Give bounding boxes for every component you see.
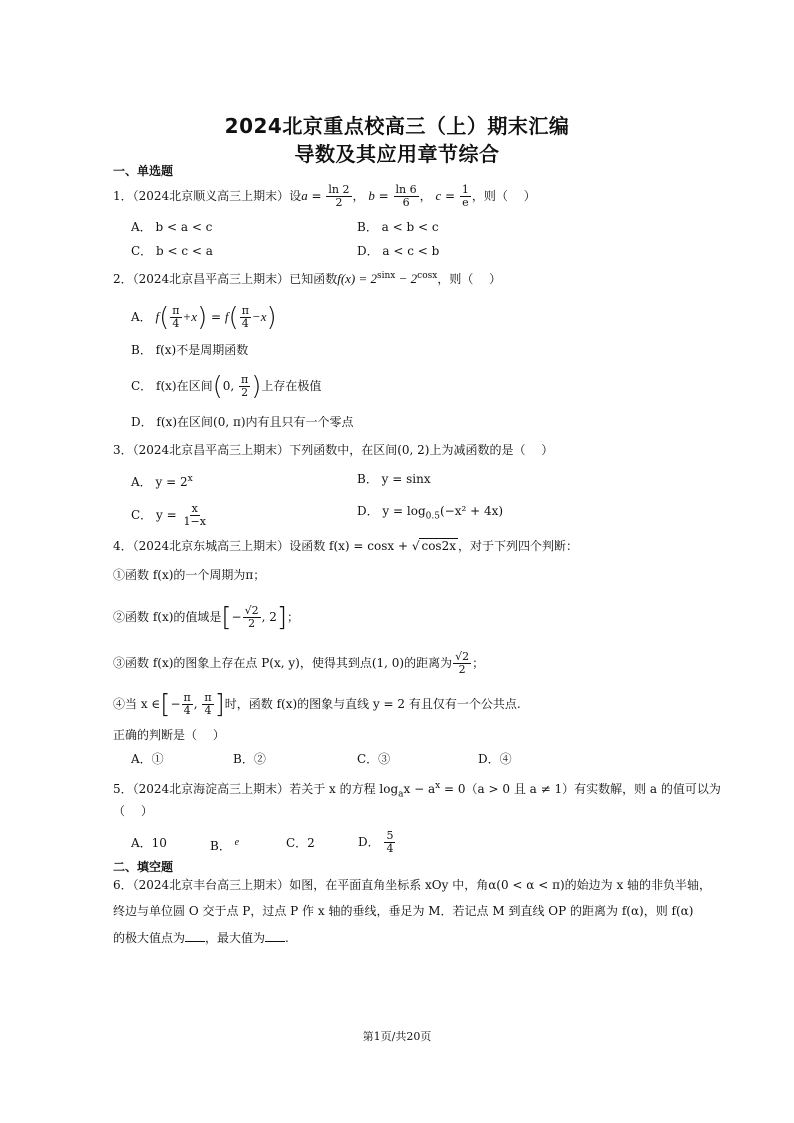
q5-paren: （ ） [113,804,153,818]
stem-text: 设 [289,189,302,203]
q5-option-a[interactable]: A．10 [131,836,167,850]
q3-option-a[interactable]: A． $y = 2^x$ [131,474,193,489]
stem-tail: ，则（ ） [471,189,536,203]
q4-option-c[interactable]: C．③ [357,752,391,766]
q5-option-d[interactable]: D． $\frac{5}{4}$ [358,829,394,855]
fraction-c: $\frac{1}{e}$ [461,183,469,209]
question-3-stem: 3．（2024北京昌平高三上期末）下列函数中，在区间(0, 2)上为减函数的是（ ） [113,443,554,457]
q5-option-c[interactable]: C．2 [286,836,315,850]
q2-option-c[interactable]: C． f(x)在区间(0, $\frac{\pi}{2}$ )上存在极值 [131,371,322,402]
judgement-2: ②函数 f(x)的值域是[− $\frac{√2}{2}$ , 2]； [113,602,300,633]
q2-option-b[interactable]: B． f(x)不是周期函数 [131,343,249,357]
q4-option-a[interactable]: A．① [131,752,164,766]
question-1-stem: 1．（2024北京顺义高三上期末）设a = $\frac{\ln 2}{2}$ ， b = $\frac{\ln 6}{6}$ ， c = $\frac{1}{e}$ ，则（ ） [113,183,536,209]
page-number-footer: 第1页/共20页 [362,1030,432,1043]
question-4-stem: 4．（2024北京东城高三上期末）设函数 f(x) = cosx + √ cos2x ，对于下列四个判断： [113,539,579,553]
q5-option-b[interactable]: B． $^e$ [210,837,240,853]
q1-option-d[interactable]: D． a < c < b [357,244,440,258]
judgement-3: ③函数 f(x)的图象上存在点 P(x, y)，使得其到点(1, 0)的距离为 $\frac{√2}{2}$ ； [113,650,485,676]
question-6-line-2: 终边与单位圆 O 交于点 P，过点 P 作 x 轴的垂线，垂足为 M．若记点 M 到直线 OP 的距离为 f(α)，则 f(α) [113,904,694,918]
question-6-line-1: 6．（2024北京丰台高三上期末）如图，在平面直角坐标系 xOy 中，角α(0 < α < π)的始边为 x 轴的非负半轴， [113,878,712,892]
q1-option-b[interactable]: B． a < b < c [357,220,439,234]
question-5-stem: 5．（2024北京海淀高三上期末）若关于 x 的方程 $\log_ax - a^x = 0(a > 0$ 且 a ≠ 1）有实数解，则 a 的值可以为 [113,781,721,800]
q4-option-d[interactable]: D．④ [478,752,512,766]
answer-blank-1[interactable] [185,929,205,942]
q2-option-a[interactable]: A． f( $\frac{\pi}{4}$ +x) = f( $\frac{\pi}{4}$ −x) [131,302,277,333]
q3-option-b[interactable]: B． y = sinx [357,472,431,486]
judgement-1: ①函数 f(x)的一个周期为π； [113,568,266,582]
question-number: 1． [113,189,133,203]
answer-blank-2[interactable] [265,929,285,942]
q4-option-b[interactable]: B．② [233,752,266,766]
document-subtitle: 导数及其应用章节综合 [294,142,500,166]
fraction-a: $\frac{\ln 2}{2}$ [328,183,350,209]
question-source: （2024北京顺义高三上期末） [132,189,290,203]
q4-prompt: 正确的判断是（ ） [113,728,225,742]
question-2-stem: 2．（2024北京昌平高三上期末）已知函数$f(x) = 2^{sinx} - 2^{cosx}$，则（ ） [113,271,502,286]
q3-option-c[interactable]: C． y = $\frac{x}{1-x}$ [131,502,206,528]
section-heading-single-choice: 一、单选题 [113,164,174,178]
q1-option-a[interactable]: A． b < a < c [131,220,213,234]
section-heading-fill-blank: 二、填空题 [113,860,174,874]
fraction-b: $\frac{\ln 6}{6}$ [395,183,417,209]
q3-option-d[interactable]: D． $y = \log_{0.5}(-x^2 + 4x)$ [357,504,504,522]
q2-option-d[interactable]: D． f(x)在区间(0, π)内有且只有一个零点 [131,415,354,429]
question-6-line-3: 的极大值点为 ，最大值为 . [113,931,289,945]
judgement-4: ④当 x ∈[− $\frac{\pi}{4}$ , $\frac{\pi}{4}$ ]时，函数 f(x)的图象与直线 y = 2 有且仅有一个公共点. [113,689,521,720]
document-title: 2024北京重点校高三（上）期末汇编 [224,114,570,138]
q1-option-c[interactable]: C． b < c < a [131,244,213,258]
